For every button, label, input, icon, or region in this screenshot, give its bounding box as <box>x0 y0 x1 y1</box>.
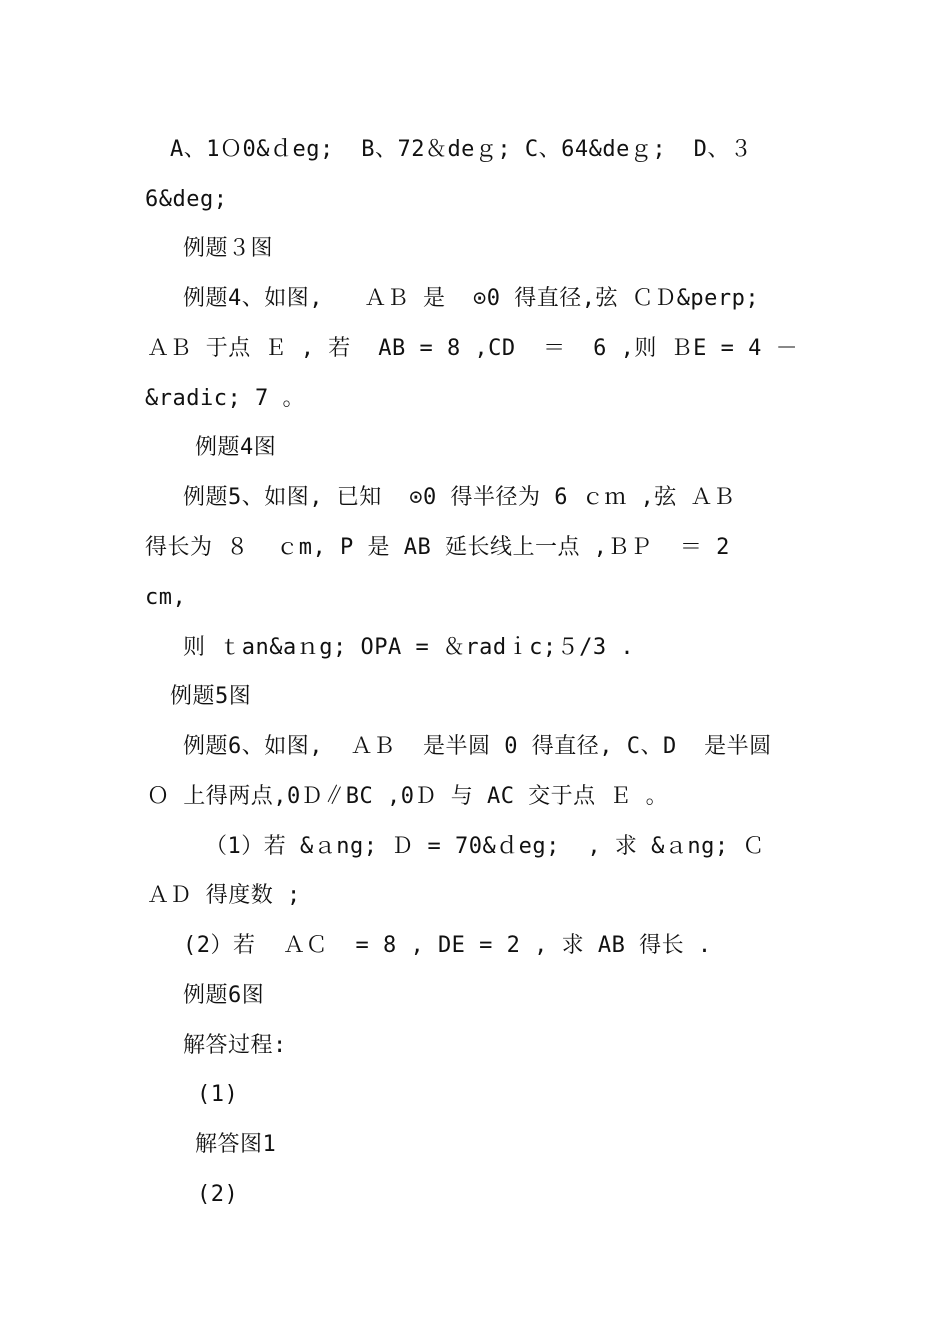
example-5-line-1: 例题5、如图, 已知 ⊙0 得半径为 6 ｃｍ ,弦 ＡＢ <box>183 485 736 510</box>
example-6-line-2: Ｏ 上得两点,0Ｄ∥BC ,0Ｄ 与 AC 交于点 Ｅ 。 <box>147 784 669 809</box>
options-line: A、1Ｏ0&ｄeg; B、72＆deｇ; C、64&deｇ; D、３ <box>170 137 753 162</box>
figure-caption-5: 例题5图 <box>170 684 252 709</box>
figure-caption-4: 例题4图 <box>195 435 277 460</box>
example-5-line-3: cm, <box>145 585 187 610</box>
example-6-question-1-continued: ＡＤ 得度数 ; <box>147 883 301 908</box>
example-4-line-1: 例题4、如图, ＡＢ 是 ⊙0 得直径,弦 ＣＤ&perp; <box>183 286 760 311</box>
example-5-line-4: 则 ｔan&aｎg; OPA = ＆radｉc;５/3 . <box>183 635 635 660</box>
example-5-line-2: 得长为 ８ ｃm, P 是 AB 延长线上一点 ,ＢＰ ＝ 2 <box>145 535 730 560</box>
example-6-question-1: （1）若 &ａng; Ｄ = 70&ｄeg; , 求 &ａng; Ｃ <box>205 834 765 859</box>
example-4-line-2: ＡＢ 于点 Ｅ , 若 AB = 8 ,CD ＝ 6 ,则 ＢE = 4 － <box>147 336 799 361</box>
solution-part-2: (2) <box>197 1182 239 1207</box>
solution-figure-caption-1: 解答图1 <box>195 1132 277 1157</box>
figure-caption-6: 例题6图 <box>183 983 265 1008</box>
example-6-line-1: 例题6、如图, ＡＢ 是半圆 0 得直径, C、D 是半圆 <box>183 734 772 759</box>
options-line-continued: 6&deg; <box>145 187 228 212</box>
example-6-question-2: (2）若 ＡＣ = 8 , DE = 2 , 求 AB 得长 . <box>183 933 712 958</box>
solution-part-1: (1) <box>197 1082 239 1107</box>
solution-heading: 解答过程: <box>183 1033 287 1058</box>
figure-caption-3: 例题３图 <box>183 236 274 261</box>
example-4-line-3: &radic; 7 。 <box>145 386 305 411</box>
